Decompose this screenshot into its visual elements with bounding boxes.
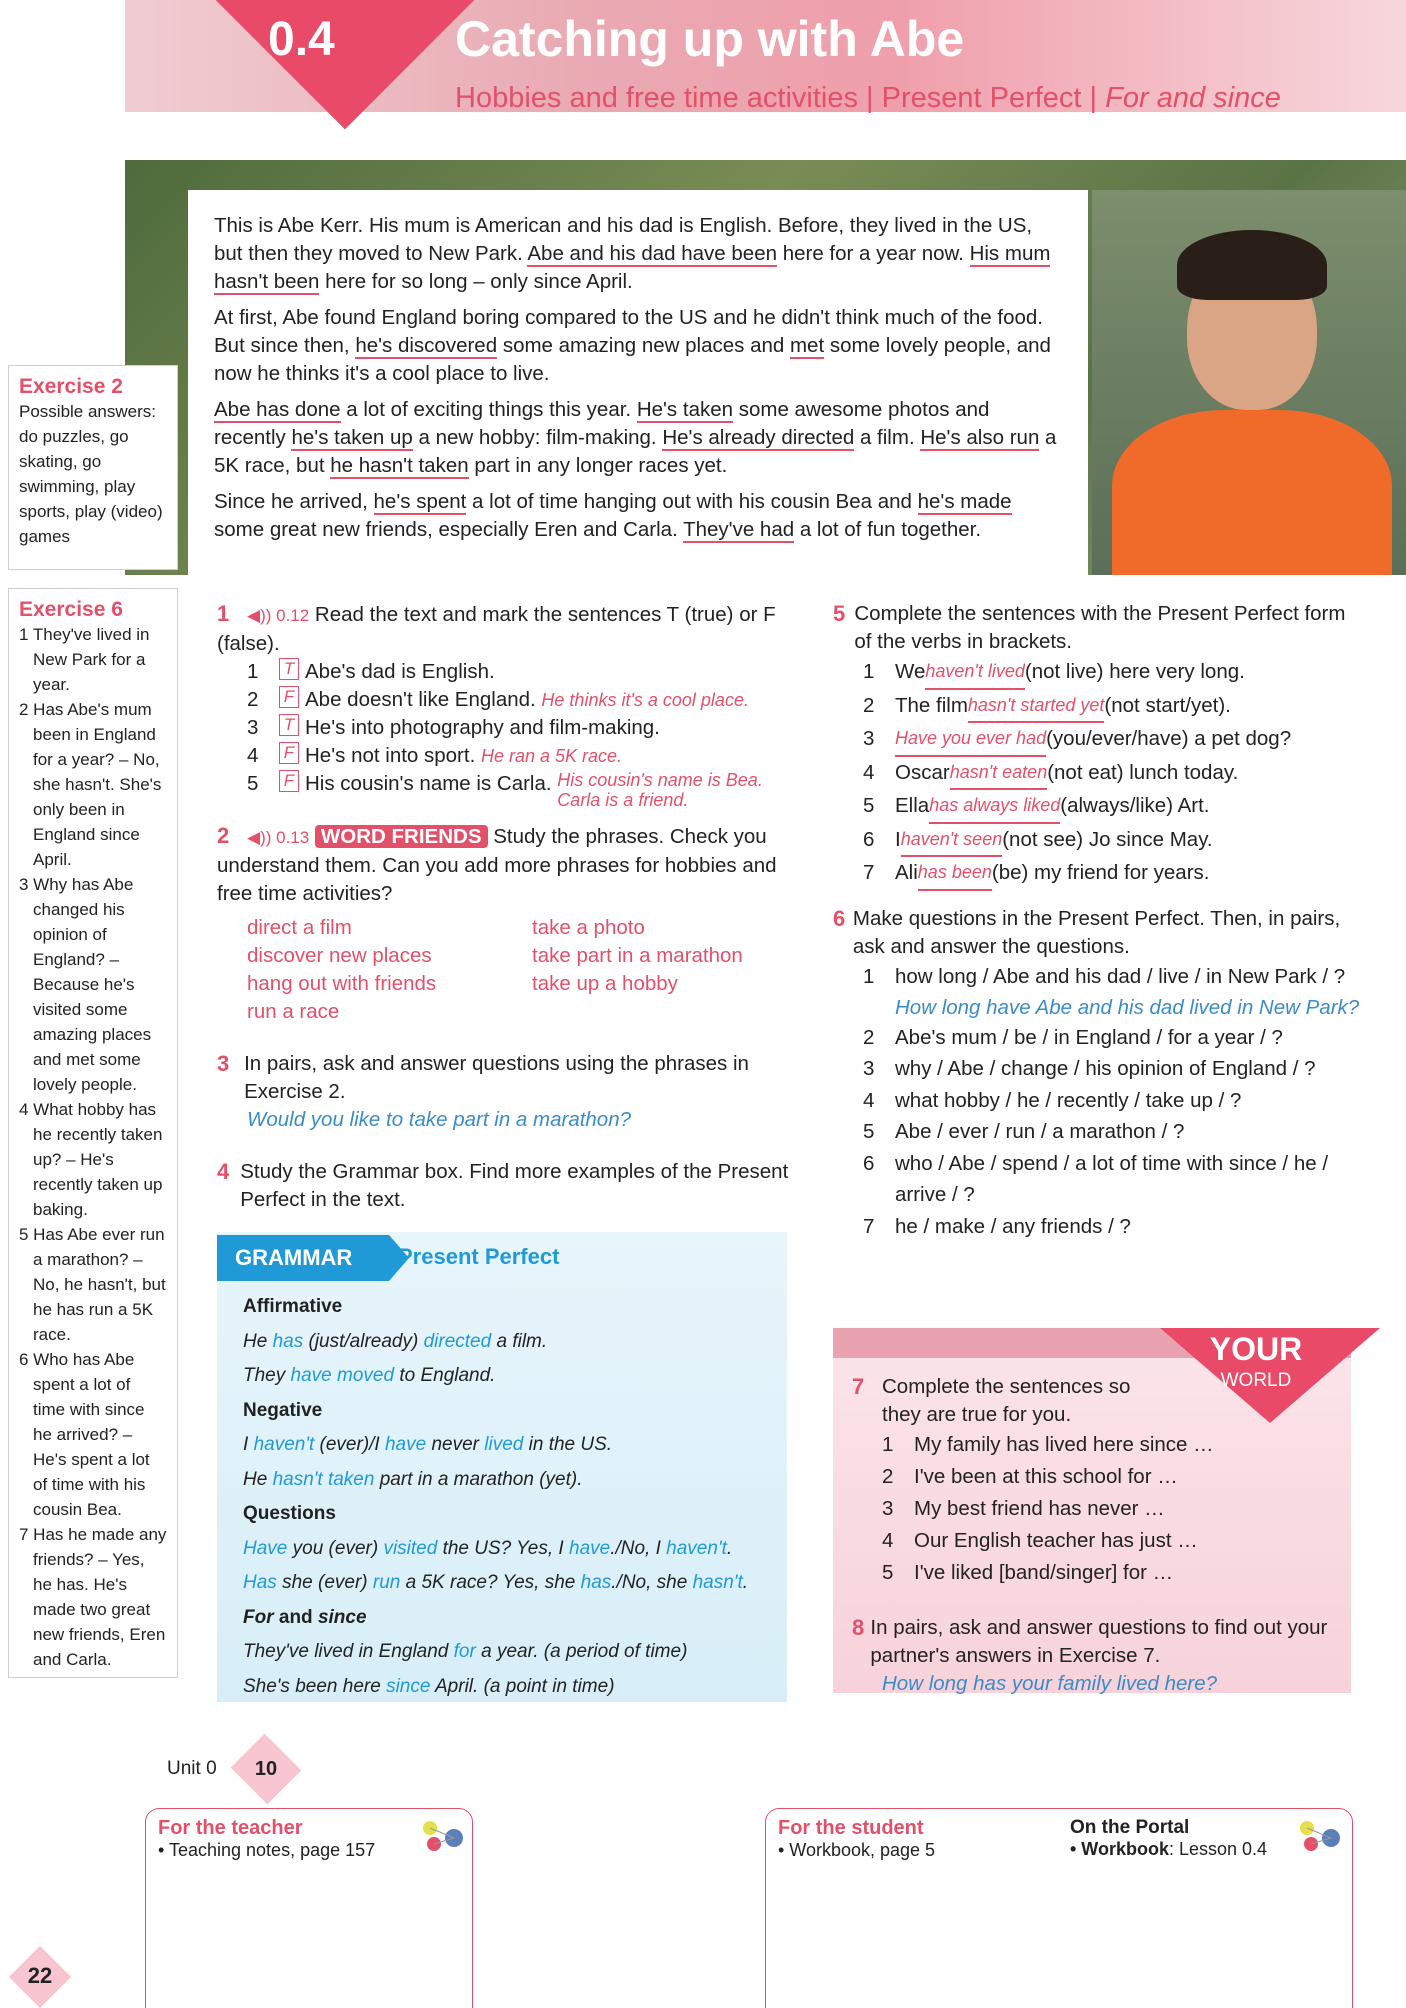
exercise-4: 4 Study the Grammar box. Find more examples of the Present Perfect in the text. <box>217 1159 789 1211</box>
lesson-title: Catching up with Abe <box>455 11 965 67</box>
portal-icon <box>1297 1818 1343 1854</box>
unit-page-number: 10 <box>254 1758 278 1780</box>
answer-key-exercise-2: Exercise 2 Possible answers: do puzzles, go skating, go swimming, play sports, play (video) games <box>8 365 178 570</box>
exercise-8: 8 In pairs, ask and answer questions to find out your partner's answers in Exercise 7. How long has your family lived here? <box>852 1615 1328 1695</box>
exercise-7: 7 Complete the sentences so they are true for you. 1 My family has lived here since … 2 I've been at this school for … 3 My best friend has never … 4 Our English teacher has just … 5 I've liked [band/singer] for … <box>852 1374 1214 1584</box>
lesson-number: 0.4 <box>268 13 335 66</box>
answer-key-exercise-6: Exercise 6 1 They've lived in New Park for a year. 2 Has Abe's mum been in England for a year? – No, she hasn't. She's only been in England since April. 3 Why has Abe changed his opinion of England? – Because he's visited some amazing places and met some lovely people. 4 What hobby has he recently taken up? – He's recently taken up baking. 5 Has Abe ever run a marathon? – No, he hasn't, but he has run a 5K race. 6 Who has Abe spent a lot of time with since he arrived? – He's spent a lot of time with his cousin Bea. 7 Has he made any friends? – Yes, he has. He's made two great new friends, Eren and Carla. <box>8 588 178 1678</box>
exercise-5: 5 Complete the sentences with the Present Perfect form of the verbs in brackets. 1 We haven't lived (not live) here very long. 2 The film hasn't started yet (not start/yet). 3 Have you ever had (you/ever/have) a pet dog? 4 Oscar hasn't eaten (not eat) lunch today. 5 Ella has always liked (always/like) Art. 6 I haven't seen (not see) Jo since May. 7 Ali has been (be) my friend for years. <box>833 600 1363 891</box>
grammar-heading: Present Perfect <box>398 1244 560 1269</box>
lesson-subtitle: Hobbies and free time activities | Present Perfect | For and since <box>455 82 1281 114</box>
audio-icon: ◀)) 0.12 <box>247 606 310 625</box>
molecule-icon <box>420 1818 466 1854</box>
abe-photo <box>1092 190 1406 575</box>
unit-label: Unit 0 <box>167 1758 217 1779</box>
page-number: 22 <box>27 1963 53 1988</box>
exercise-6: 6 Make questions in the Present Perfect. Then, in pairs, ask and answer the questions. 1 how long / Abe and his dad / live / in New Park / ? How long have Abe and his dad lived in New Park? 2 Abe's mum / be / in England / for a year / ? 3 why / Abe / change / his opinion of England / ? 4 what hobby / he / recently / take up / ? 5 Abe / ever / run / a marathon / ? 6 who / Abe / spend / a lot of time with since / he / arrive / ? 7 he / make / any friends / ? <box>833 906 1360 1238</box>
exercise-2: 2 ◀)) 0.13 WORD FRIENDS Study the phrases. Check you understand them. Can you add more phrases for hobbies and free time activities? direct a film discover new places hang out with friends run a race take a photo take part in a marathon take up a hobby <box>217 823 777 1023</box>
grammar-tab: GRAMMAR <box>217 1235 389 1281</box>
reading-text: This is Abe Kerr. His mum is American and his dad is English. Before, they lived in the US, but then they moved to New Park. Abe and his dad have been here for a year now. His mum hasn't been here for so long – only since April. At first, Abe found England boring compared to the US and he didn't think much of the food. But since then, he's discovered some amazing new places and met some lovely people, and now he thinks it's a cool place to live. Abe has done a lot of exciting things this year. He's taken some awesome photos and recently he's taken up a new hobby: film-making. He's already directed a film. He's also run a 5K race, but he hasn't taken part in any longer races yet. Since he arrived, he's spent a lot of time hanging out with his cousin Bea and he's made some great new friends, especially Eren and Carla. They've had a lot of fun together. <box>188 190 1088 575</box>
grammar-content: Affirmative He has (just/already) directed a film. They have moved to England. Negative I haven't (ever)/I have never lived in the US. He hasn't taken part in a marathon (yet). Questions Have you (ever) visited the US? Yes, I have./No, I haven't. Has she (ever) run a 5K race? Yes, she has./No, she hasn't. For and since They've lived in England for a year. (a period of time) She's been here since April. (a point in time) <box>243 1296 748 1697</box>
teacher-box: For the teacher • Teaching notes, page 157 <box>145 1808 473 2008</box>
exercise-3: 3 In pairs, ask and answer questions using the phrases in Exercise 2. Would you like to take part in a marathon? <box>217 1051 749 1131</box>
student-box: For the student • Workbook, page 5 On the Portal • Workbook: Lesson 0.4 <box>765 1808 1353 2008</box>
exercise-1: 1 ◀)) 0.12 Read the text and mark the sentences T (true) or F (false). 1 T Abe's dad is English. 2 F Abe doesn't like England. He thinks it's a cool place. 3 T He's into photography and film-making. 4 F He's not into sport. He ran a 5K race. 5 F His cousin's name is Carla. His cousin's name is Bea. Carla is a friend. <box>217 601 776 810</box>
